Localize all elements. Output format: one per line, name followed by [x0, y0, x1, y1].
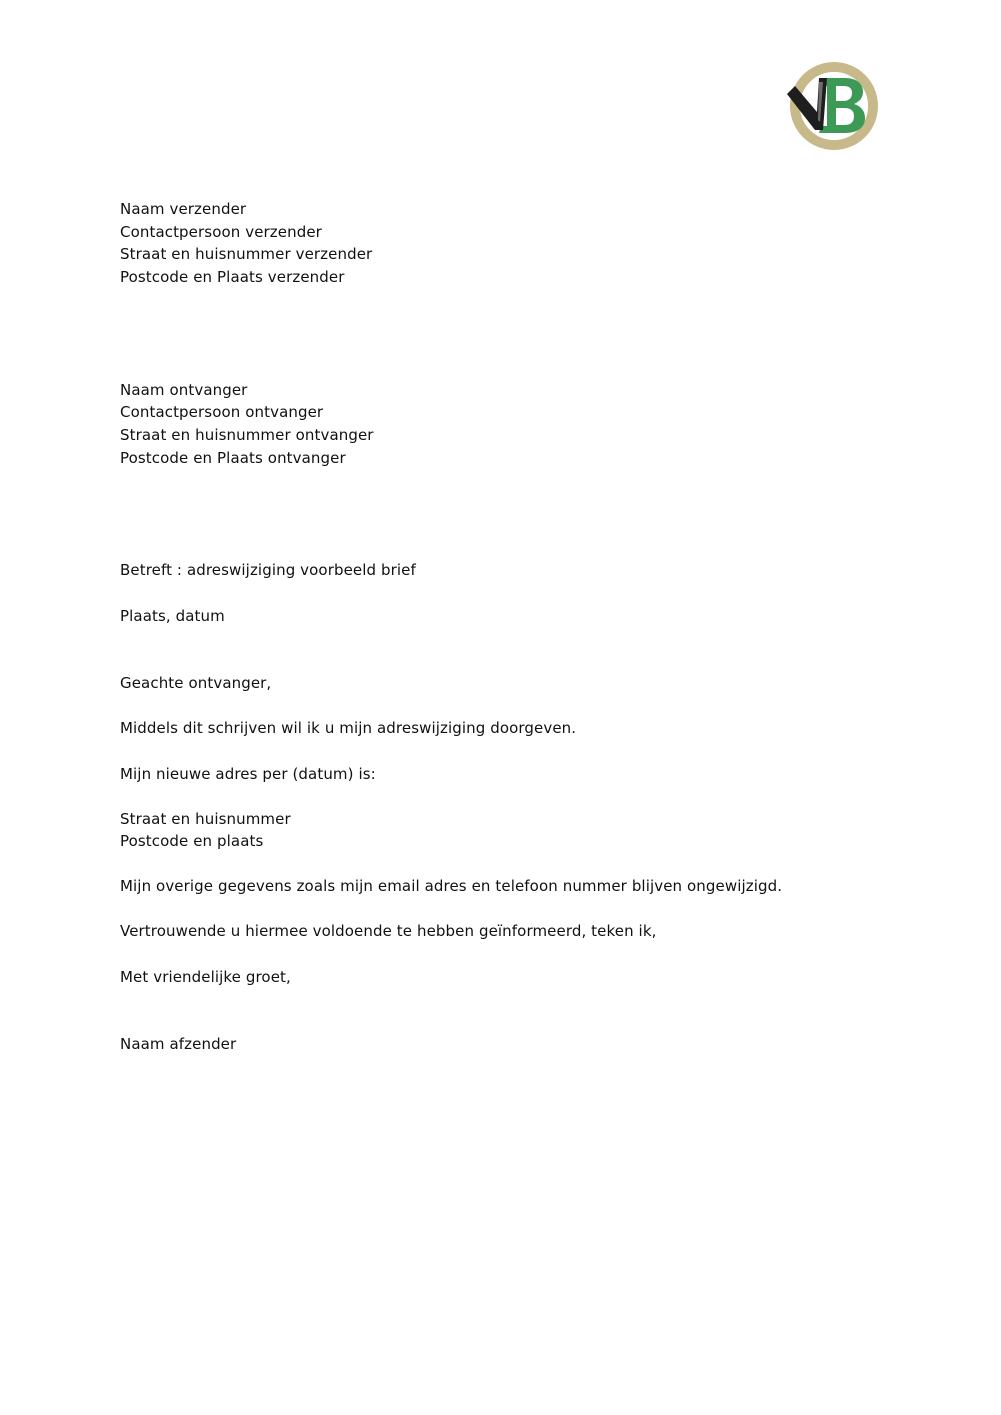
signature-name: Naam afzender: [120, 1035, 237, 1053]
sender-postcode-city: Postcode en Plaats verzender: [120, 268, 345, 286]
vb-logo-icon: [785, 60, 881, 152]
sender-contact: Contactpersoon verzender: [120, 223, 322, 241]
recipient-postcode-city: Postcode en Plaats ontvanger: [120, 449, 346, 467]
sender-street: Straat en huisnummer verzender: [120, 245, 373, 263]
intro-paragraph: Middels dit schrijven wil ik u mijn adreswijziging doorgeven.: [120, 719, 577, 737]
recipient-contact: Contactpersoon ontvanger: [120, 403, 324, 421]
new-street: Straat en huisnummer: [120, 810, 291, 828]
recipient-street: Straat en huisnummer ontvanger: [120, 426, 374, 444]
new-postcode-city: Postcode en plaats: [120, 832, 264, 850]
place-date: Plaats, datum: [120, 607, 225, 625]
subject-line: Betreft : adreswijziging voorbeeld brief: [120, 561, 416, 579]
new-address-intro: Mijn nieuwe adres per (datum) is:: [120, 765, 376, 783]
recipient-name: Naam ontvanger: [120, 381, 248, 399]
other-details-paragraph: Mijn overige gegevens zoals mijn email adres en telefoon nummer blijven ongewijzigd.: [120, 877, 783, 895]
sender-name: Naam verzender: [120, 200, 247, 218]
trust-paragraph: Vertrouwende u hiermee voldoende te hebben geïnformeerd, teken ik,: [120, 922, 657, 940]
salutation: Geachte ontvanger,: [120, 674, 272, 692]
closing: Met vriendelijke groet,: [120, 968, 291, 986]
